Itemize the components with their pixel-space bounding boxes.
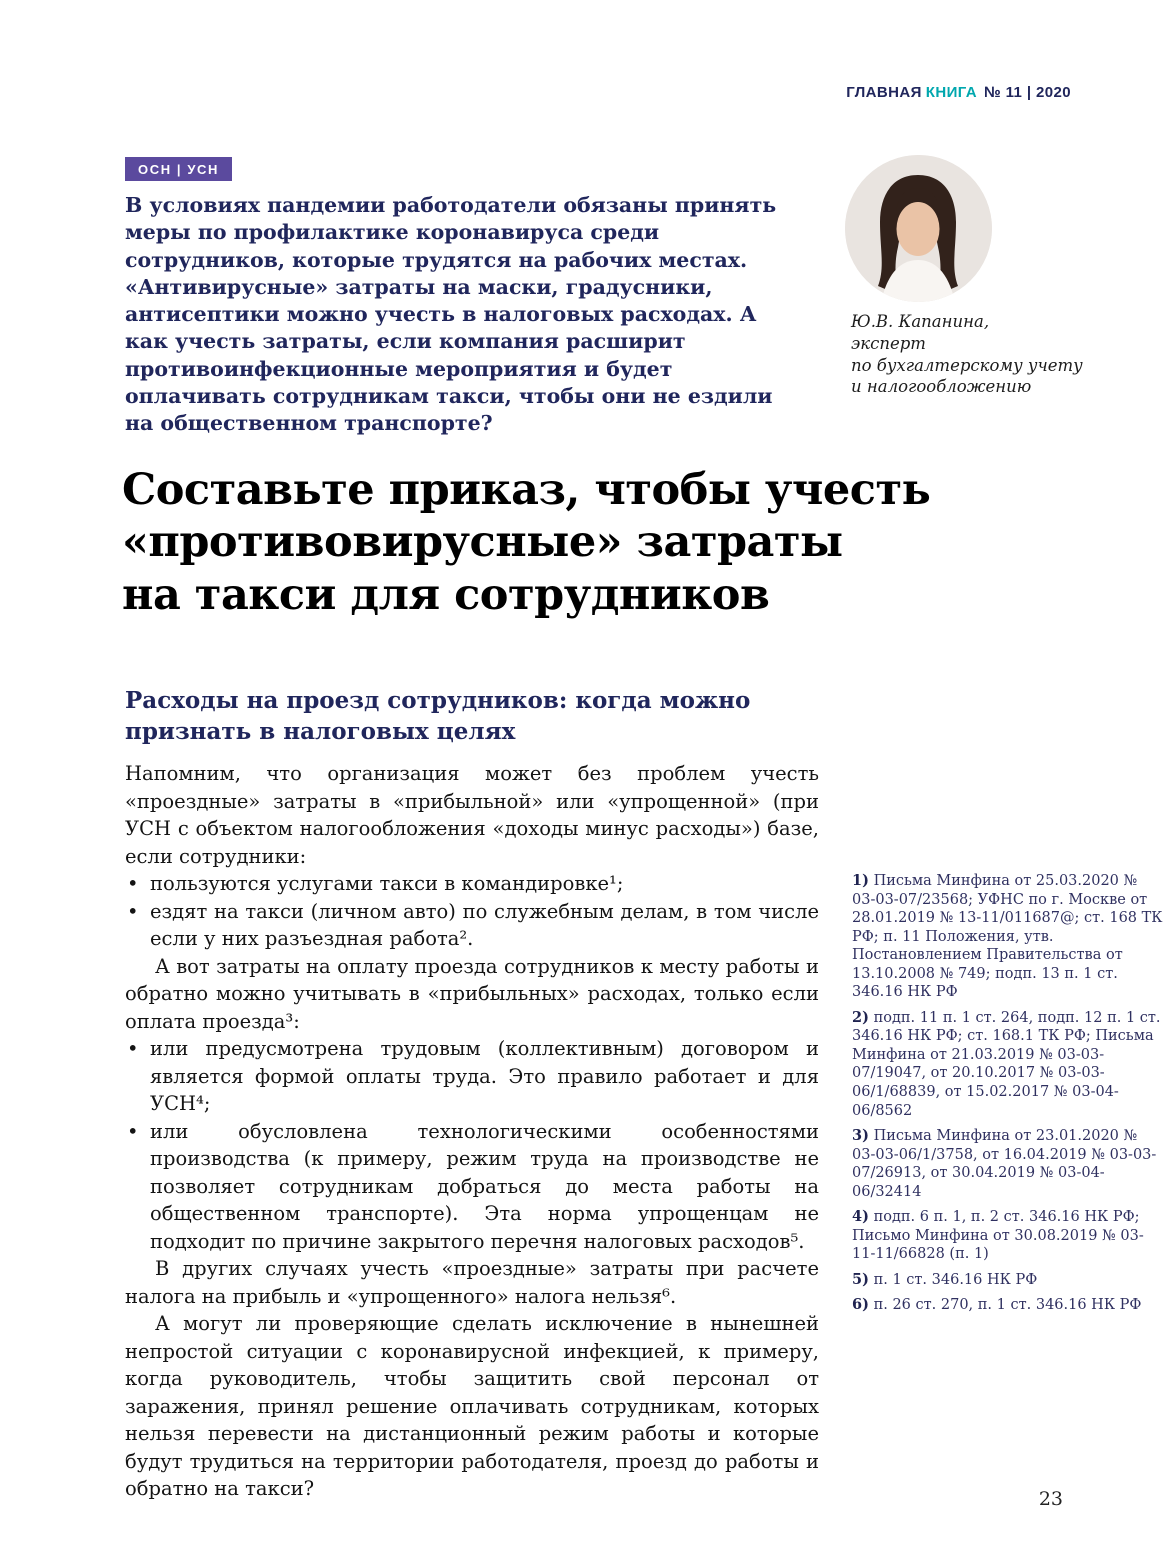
bullet-item: • или обусловлена технологическими особенностями производства (к примеру, режим труда на производстве не позволяет сотрудникам добраться до места работы на общественном транспорте). Эта норма упрощенцам не подходит по причине закрытого перечня налоговых расходов⁵.	[125, 1118, 819, 1256]
page-number: 23	[1038, 1488, 1063, 1510]
footnote-text: подп. 6 п. 1, п. 2 ст. 346.16 НК РФ; Письмо Минфина от 30.08.2019 № 03-11-11/66828 (п. 1)	[852, 1209, 1144, 1263]
bullet-item: • ездят на такси (личном авто) по служебным делам, в том числе если у них разъездная работа².	[125, 898, 819, 953]
author-role-line: и налогообложению	[851, 377, 1032, 397]
author-name: Ю.В. Капанина,	[851, 312, 990, 331]
author-photo-illustration	[845, 155, 992, 302]
section-heading: Расходы на проезд сотрудников: когда можно признать в налоговых целях	[125, 687, 751, 745]
footnote-number: 6)	[852, 1296, 869, 1314]
masthead	[846, 84, 1071, 101]
author-block	[851, 311, 1083, 398]
footnote-number: 4)	[852, 1208, 869, 1226]
footnotes-sidebar	[852, 872, 1163, 1322]
footnote	[852, 872, 1163, 1002]
author-role-line: эксперт	[851, 333, 926, 353]
bullet-item: • или предусмотрена трудовым (коллективным) договором и является формой оплаты труда. Это правило работает и для УСН⁴;	[125, 1035, 819, 1118]
footnote	[852, 1127, 1163, 1201]
issue-number: № 11 | 2020	[983, 84, 1071, 101]
title-line: на такси для сотрудников	[122, 569, 770, 620]
footnote-number: 3)	[852, 1127, 869, 1145]
paragraph: А могут ли проверяющие сделать исключение в нынешней непростой ситуации с коронавирусной инфекцией, к примеру, когда руководитель, чтобы защитить свой персонал от заражения, принял решение оплачивать сотрудникам, которых нельзя перевести на дистанционный режим работы и которые будут трудиться на территории работодателя, проезд до работы и обратно на такси?	[125, 1312, 819, 1500]
paragraph: В других случаях учесть «проездные» затраты при расчете налога на прибыль и «упрощенного» налога нельзя⁶.	[125, 1257, 819, 1308]
footnote	[852, 1009, 1163, 1120]
brand-primary: ГЛАВНАЯ	[846, 84, 922, 101]
author-photo	[845, 155, 992, 302]
paragraph: Напомним, что организация может без проблем учесть «проездные» затраты в «прибыльной» или «упрощенной» (при УСН с объектом налогообложения «доходы минус расходы») базе, если сотрудники:	[125, 762, 819, 868]
lead-paragraph: В условиях пандемии работодатели обязаны принять меры по профилактике коронавируса среди сотрудников, которые трудятся на рабочих местах. «Антивирусные» затраты на маски, градусники, антисептики можно учесть в налоговых расходах. А как учесть затраты, если компания расширит противоинфекционные мероприятия и будет оплачивать сотрудникам такси, чтобы они не ездили на общественном транспорте?	[125, 193, 777, 435]
author-role-line: по бухгалтерскому учету	[851, 355, 1083, 375]
article-title	[122, 464, 1082, 621]
footnote-number: 5)	[852, 1270, 869, 1288]
title-line: «противовирусные» затраты	[122, 517, 843, 568]
footnote-text: Письма Минфина от 25.03.2020 № 03-03-07/23568; УФНС по г. Москве от 28.01.2019 № 13-11/011687@; ст. 168 ТК РФ; п. 11 Положения, утв. Постановлением Правительства от 13.10.2008 № 749; подп. 13 п. 1 ст. 346.16 НК РФ	[852, 873, 1163, 1001]
paragraph: А вот затраты на оплату проезда сотрудников к месту работы и обратно можно учитывать в «прибыльных» расходах, только если оплата проезда³:	[125, 954, 819, 1033]
title-line: Составьте приказ, чтобы учесть	[122, 465, 931, 515]
footnote-text: п. 26 ст. 270, п. 1 ст. 346.16 НК РФ	[873, 1297, 1142, 1314]
footnote-text: подп. 11 п. 1 ст. 264, подп. 12 п. 1 ст. 346.16 НК РФ; ст. 168.1 ТК РФ; Письма Минфина от 21.03.2019 № 03-03-07/19047, от 20.10.2017 № 03-03-06/1/68839, от 15.02.2017 № 03-04-06/8562	[852, 1009, 1161, 1119]
footnote-text: Письма Минфина от 23.01.2020 № 03-03-06/1/3758, от 16.04.2019 № 03-03-07/26913, от 30.04.2019 № 03-04-06/32414	[852, 1128, 1157, 1200]
footnote	[852, 1208, 1163, 1264]
footnote	[852, 1271, 1163, 1290]
footnote	[852, 1296, 1163, 1315]
footnote-number: 2)	[852, 1008, 869, 1026]
brand-secondary: КНИГА	[925, 84, 977, 101]
footnote-text: п. 1 ст. 346.16 НК РФ	[873, 1271, 1038, 1288]
bullet-item: • пользуются услугами такси в командировке¹;	[125, 870, 819, 898]
article-body	[125, 760, 819, 1503]
category-badge: ОСН | УСН	[125, 157, 232, 181]
footnote-number: 1)	[852, 872, 869, 889]
